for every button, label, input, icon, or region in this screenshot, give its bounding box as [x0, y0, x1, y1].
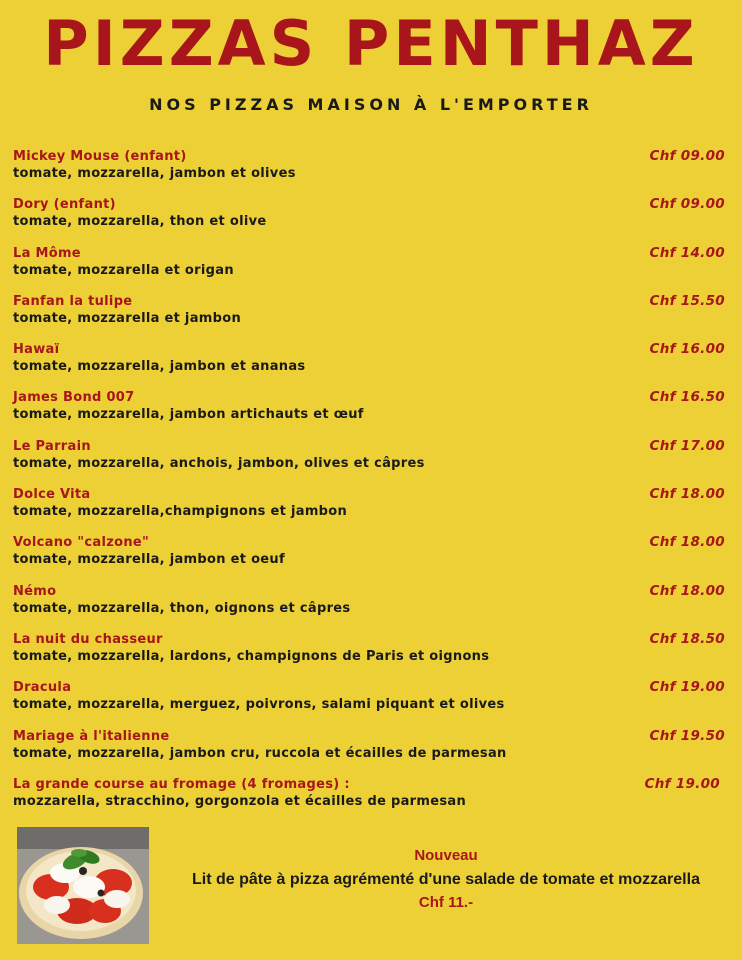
pizza-price: Chf 09.00 [649, 196, 725, 213]
menu-item [13, 631, 725, 679]
pizza-name: La nuit du chasseur [13, 631, 163, 647]
pizza-name: La grande course au fromage (4 fromages) : [13, 776, 350, 792]
pizza-price: Chf 18.00 [649, 486, 725, 503]
pizza-name: Hawaï [13, 342, 60, 358]
pizza-name: Mickey Mouse (enfant) [13, 149, 187, 164]
pizza-description: tomate, mozzarella, jambon et oeuf [13, 552, 285, 568]
pizza-price: Chf 15.50 [649, 292, 725, 309]
page-title: PIZZAS PENTHAZ [43, 7, 699, 80]
pizza-description: tomate, mozzarella, jambon et olives [13, 166, 296, 181]
menu-item [13, 486, 725, 534]
nouveau-heading: Nouveau [414, 847, 478, 864]
pizza-description: tomate, mozzarella, anchois, jambon, olives et câpres [13, 455, 425, 471]
pizza-name: Fanfan la tulipe [13, 293, 133, 309]
pizza-name: Dory (enfant) [13, 197, 116, 213]
pizza-description: tomate, mozzarella et origan [13, 262, 234, 278]
pizza-name: James Bond 007 [13, 390, 135, 406]
pizza-description: tomate, mozzarella,champignons et jambon [13, 504, 348, 520]
pizza-name: La Môme [13, 245, 81, 261]
pizza-description: tomate, mozzarella et jambon [13, 310, 242, 326]
pizza-price: Chf 19.00 [644, 775, 720, 792]
pizza-name: Le Parrain [13, 438, 91, 454]
pizza-name: Mariage à l'italienne [13, 728, 170, 744]
pizza-illustration [17, 827, 149, 944]
pizza-description: tomate, mozzarella, thon, oignons et câpres [13, 600, 351, 616]
pizza-description: tomate, mozzarella, jambon cru, ruccola et écailles de parmesan [13, 745, 507, 761]
pizza-price: Chf 14.00 [649, 244, 725, 261]
pizza-menu-list [13, 148, 725, 824]
pizza-price: Chf 18.00 [649, 582, 725, 599]
menu-item [13, 679, 725, 727]
pizza-description: tomate, mozzarella, thon et olive [13, 214, 267, 230]
pizza-price: Chf 18.00 [649, 534, 725, 551]
pizza-price: Chf 16.50 [649, 389, 725, 406]
menu-item [13, 776, 725, 824]
pizza-caprese-photo [17, 827, 149, 944]
menu-item [13, 583, 725, 631]
menu-item [13, 728, 725, 776]
pizza-name: Dolce Vita [13, 487, 91, 503]
pizza-price: Chf 17.00 [649, 437, 725, 454]
menu-item [13, 245, 725, 293]
page-subtitle: NOS PIZZAS MAISON À L'EMPORTER [149, 95, 593, 114]
pizza-price: Chf 18.50 [649, 630, 725, 647]
pizza-name: Dracula [13, 680, 72, 696]
menu-item [13, 148, 725, 196]
menu-item [13, 341, 725, 389]
menu-item [13, 293, 725, 341]
pizza-description: tomate, mozzarella, jambon artichauts et œuf [13, 407, 364, 423]
pizza-description: tomate, mozzarella, jambon et ananas [13, 359, 306, 375]
menu-item [13, 196, 725, 244]
pizza-name: Némo [13, 583, 57, 599]
menu-item [13, 389, 725, 437]
menu-item [13, 438, 725, 486]
pizza-description: tomate, mozzarella, merguez, poivrons, salami piquant et olives [13, 697, 505, 713]
menu-item [13, 534, 725, 582]
pizza-description: mozzarella, stracchino, gorgonzola et écailles de parmesan [13, 793, 467, 809]
pizza-price: Chf 16.00 [649, 341, 725, 358]
pizza-price: Chf 19.50 [649, 727, 725, 744]
nouveau-price: Chf 11.- [418, 894, 474, 911]
pizza-name: Volcano "calzone" [13, 535, 150, 551]
pizza-price: Chf 09.00 [649, 148, 725, 164]
pizza-description: tomate, mozzarella, lardons, champignons de Paris et oignons [13, 648, 490, 664]
nouveau-description: Lit de pâte à pizza agrémenté d'une salade de tomate et mozzarella [192, 871, 700, 888]
pizza-price: Chf 19.00 [649, 679, 725, 696]
